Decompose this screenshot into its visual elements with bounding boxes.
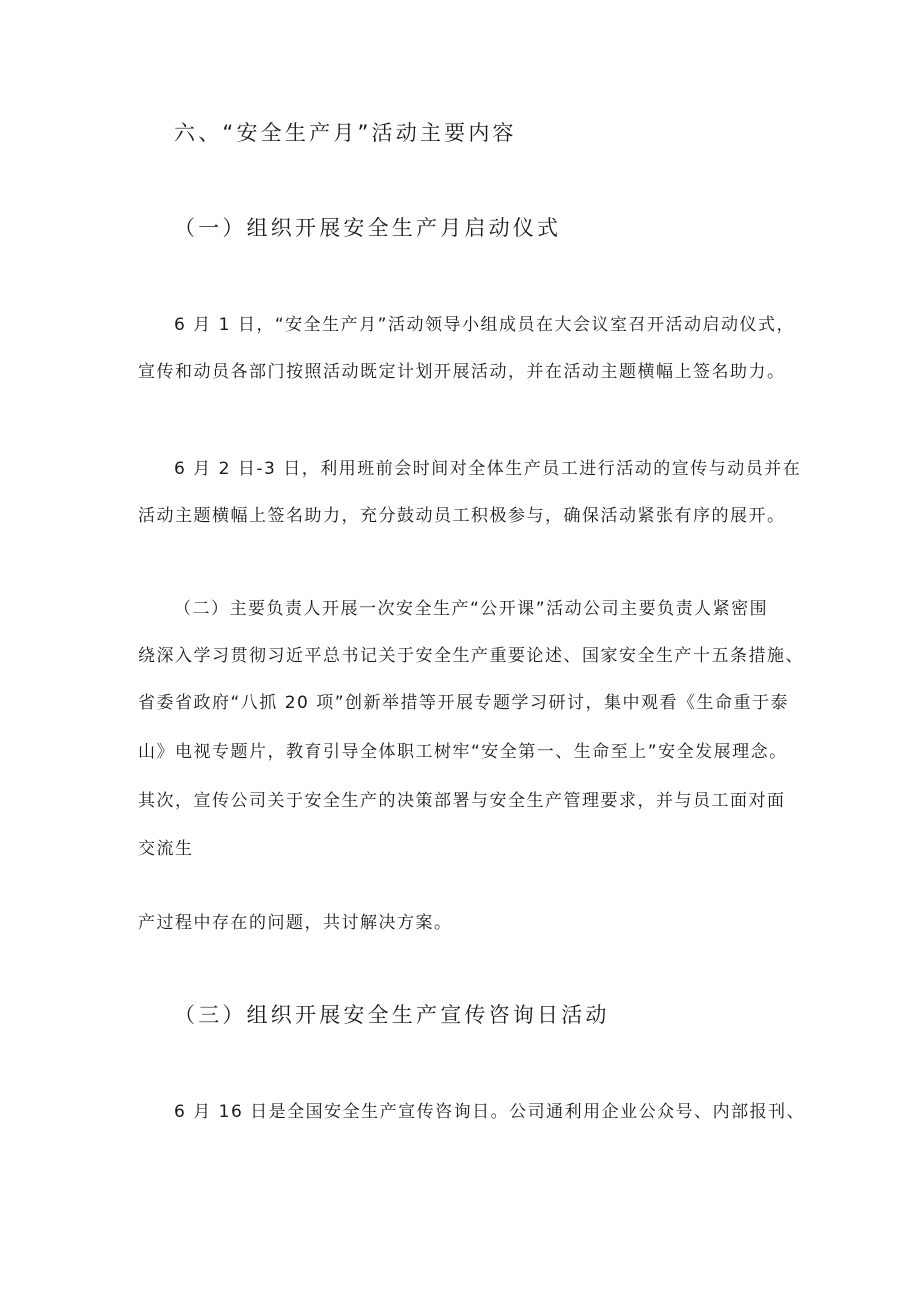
paragraph-3-continuation: 产过程中存在的问题，共讨解决方案。 — [138, 913, 453, 933]
section-title: 六、“安全生产月”活动主要内容 — [174, 121, 517, 145]
paragraph-3-line-5: 其次，宣传公司关于安全生产的决策部署与安全生产管理要求，并与员工面对面 — [138, 791, 786, 811]
paragraph-2-line-2: 活动主题横幅上签名助力，充分鼓动员工积极参与，确保活动紧张有序的展开。 — [138, 506, 786, 526]
paragraph-3-line-4: 山》电视专题片，教育引导全体职工树牢“安全第一、生命至上”安全发展理念。 — [138, 742, 788, 762]
paragraph-2-line-1: 6 月 2 日-3 日，利用班前会时间对全体生产员工进行活动的宣传与动员并在 — [174, 459, 802, 479]
paragraph-1-line-2: 宣传和动员各部门按照活动既定计划开展活动，并在活动主题横幅上签名助力。 — [138, 362, 786, 382]
paragraph-1-line-1: 6 月 1 日，“安全生产月”活动领导小组成员在大会议室召开活动启动仪式， — [174, 315, 795, 335]
subsection-3-heading: （三）组织开展安全生产宣传咨询日活动 — [174, 1003, 610, 1027]
paragraph-3-line-2: 绕深入学习贯彻习近平总书记关于安全生产重要论述、国家安全生产十五条措施、 — [138, 646, 804, 666]
paragraph-3-line-6: 交流生 — [138, 839, 194, 859]
subsection-1-heading: （一）组织开展安全生产月启动仪式 — [174, 216, 562, 240]
paragraph-3-line-3: 省委省政府“八抓 20 项”创新举措等开展专题学习研讨，集中观看《生命重于泰 — [138, 693, 790, 713]
paragraph-4-line-1: 6 月 16 日是全国安全生产宣传咨询日。公司通利用企业公众号、内部报刊、 — [174, 1102, 806, 1122]
paragraph-3-line-1: （二）主要负责人开展一次安全生产“公开课”活动公司主要负责人紧密围 — [174, 599, 769, 619]
